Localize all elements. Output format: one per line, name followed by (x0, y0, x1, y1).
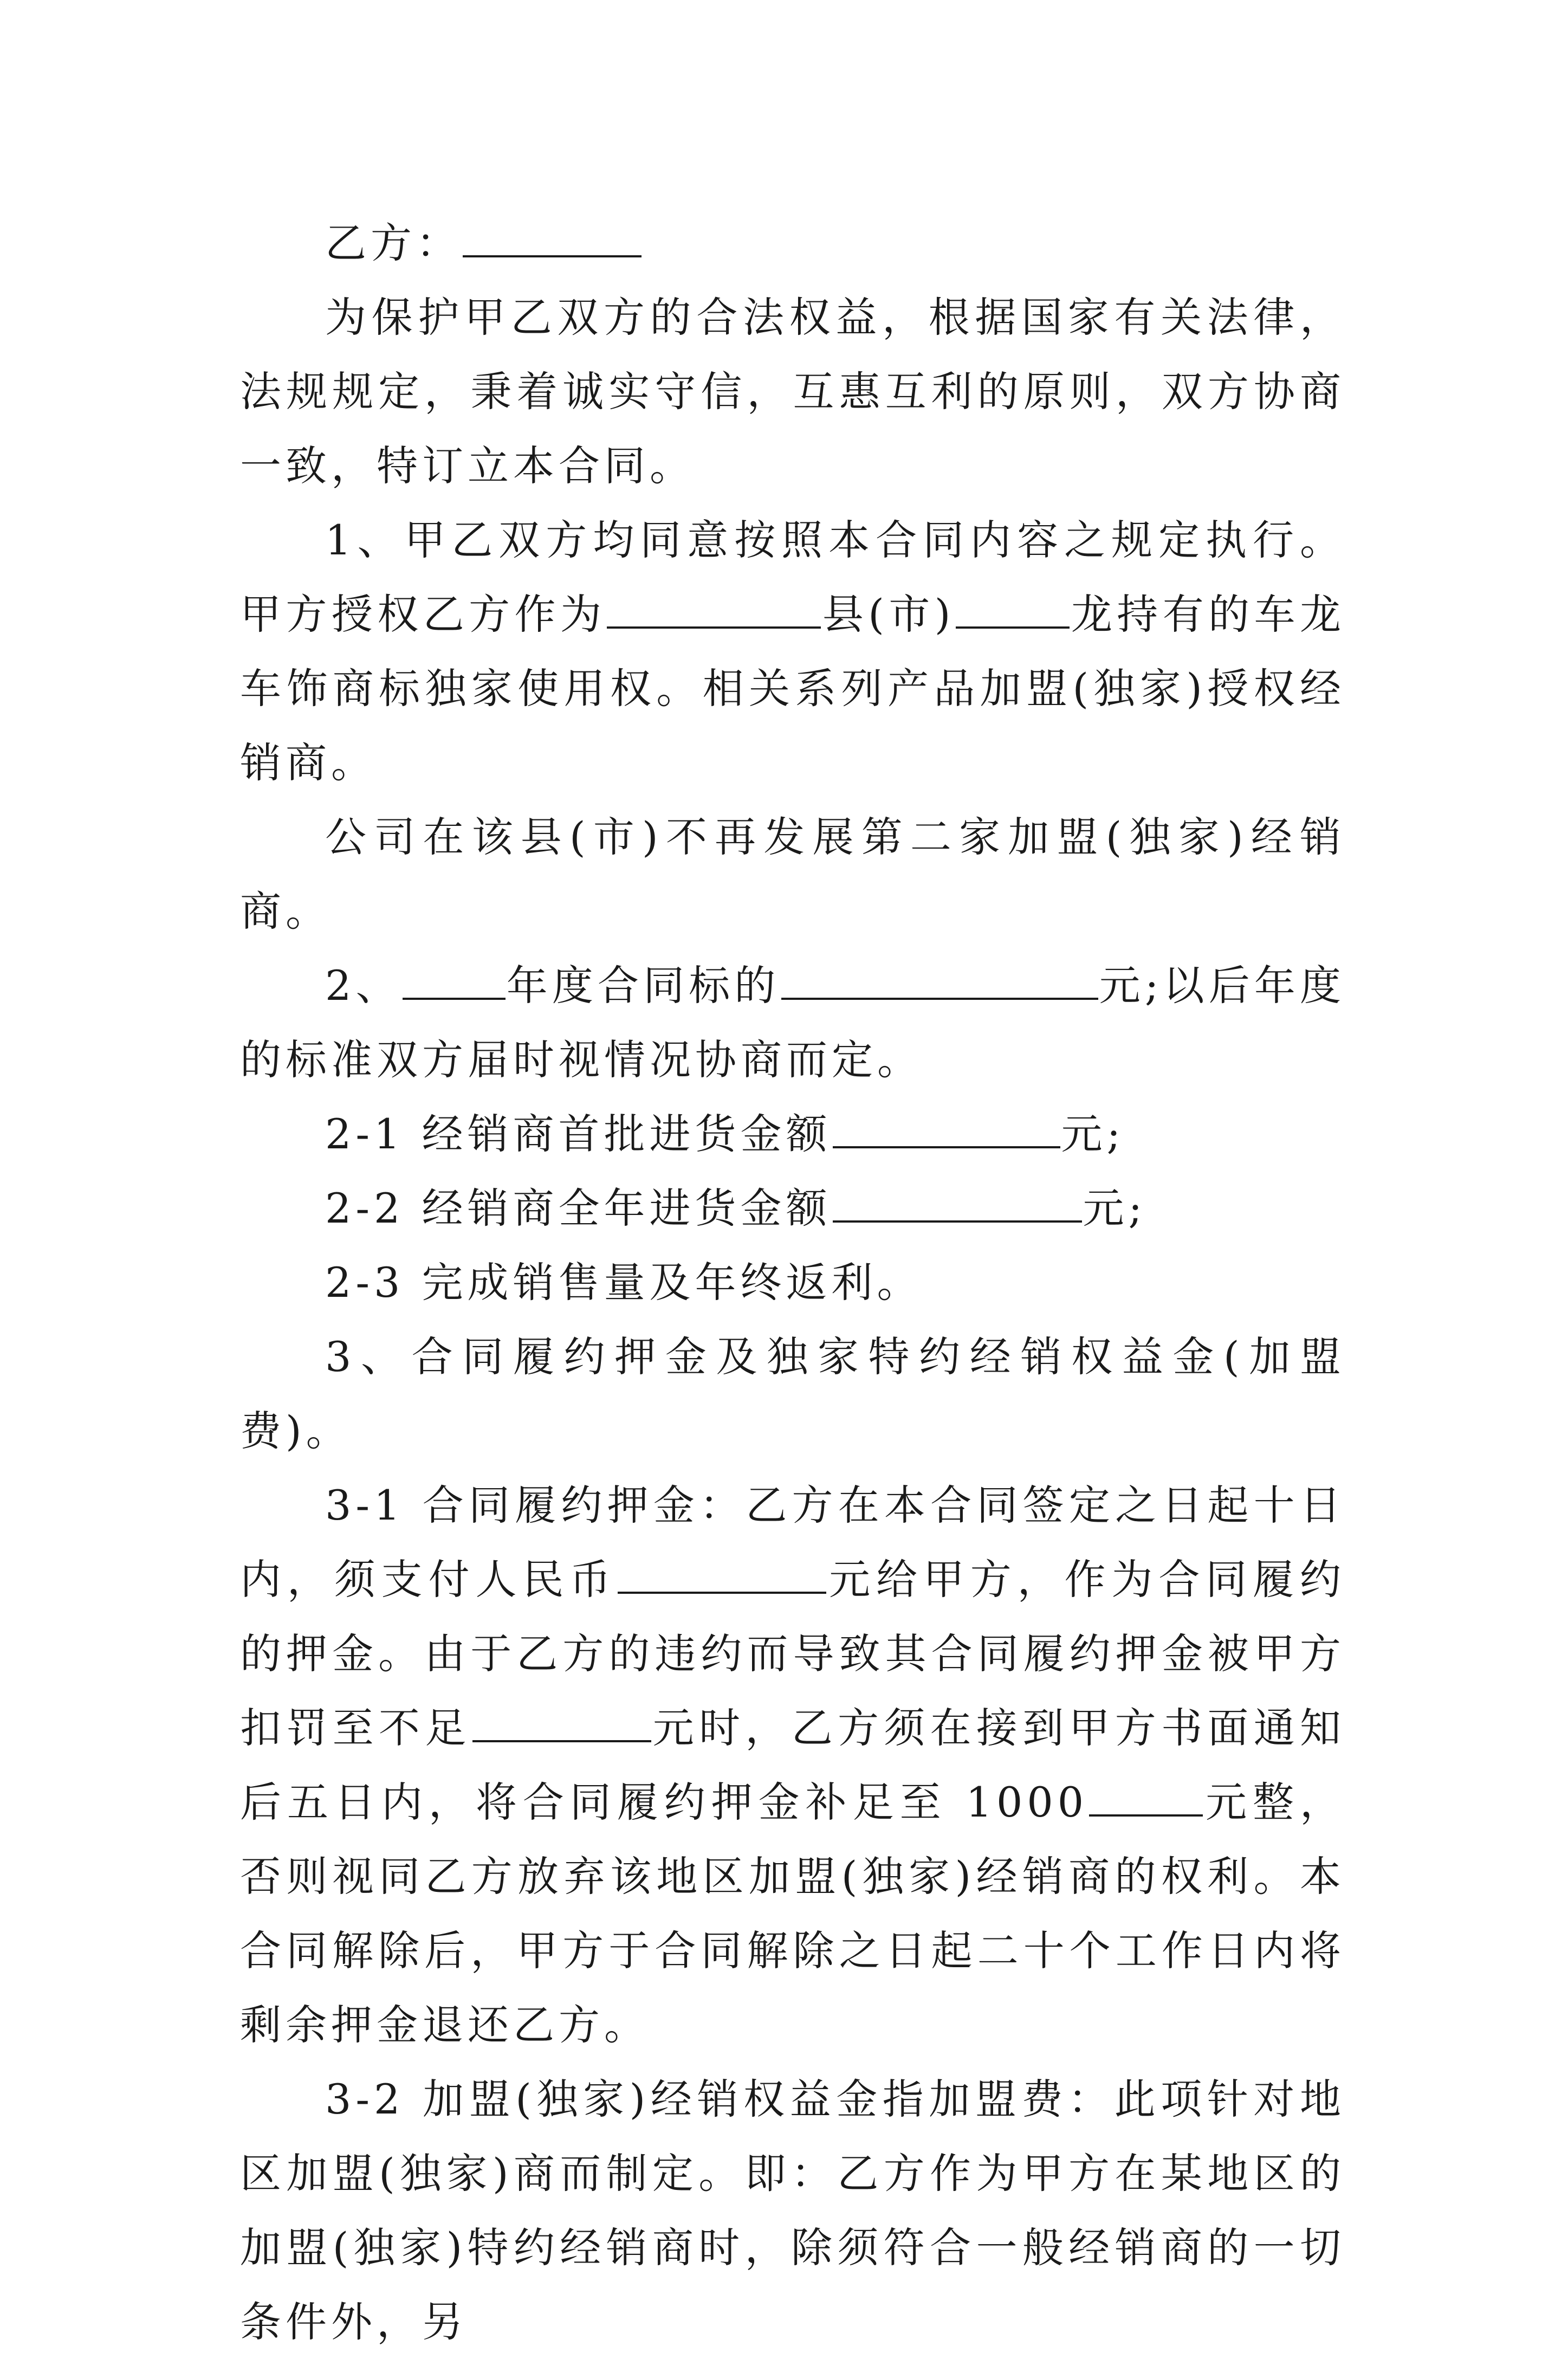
party-b-blank[interactable] (463, 219, 642, 257)
deposit-minimum-blank[interactable] (472, 1704, 651, 1742)
year-blank[interactable] (403, 962, 506, 1000)
clause-1-text-b: 县(市) (822, 590, 955, 638)
clause-2-2 (240, 1171, 1345, 1245)
clause-2-text-a: 2、 (325, 961, 401, 1010)
clause-2-1-text: 2-1 经销商首批进货金额 (325, 1110, 832, 1158)
preamble-paragraph: 为保护甲乙双方的合法权益，根据国家有关法律，法规规定，秉着诚实守信，互惠互利的原则，双方协商一致，特订立本合同。 (240, 293, 1345, 490)
target-amount-blank[interactable] (781, 962, 1098, 1000)
clause-2 (240, 948, 1345, 1097)
deposit-amount-blank[interactable] (618, 1556, 826, 1594)
clause-2-2-text: 2-2 经销商全年进货金额 (325, 1184, 832, 1232)
party-b-label: 乙方： (325, 219, 462, 267)
clause-2-2-unit: 元; (1083, 1184, 1147, 1232)
clause-3-1-text-d: 元整，否则视同乙方放弃该地区加盟(独家)经销商的权利。本合同解除后，甲方于合同解除之日起二十个工作日内将剩余押金退还乙方。 (240, 1778, 1346, 2049)
clause-3-1 (240, 1468, 1345, 2062)
clause-2-text-c: 元;以后年度的标准双方届时视情况协商而定。 (240, 961, 1345, 1084)
clause-3-1-text-c: 元时，乙方须在接到甲方书面通知后五日内，将合同履约押金补足至 1000 (240, 1704, 1345, 1826)
deposit-topup-blank[interactable] (1089, 1779, 1203, 1817)
clause-3: 3、合同履约押金及独家特约经销权益金(加盟费)。 (240, 1333, 1345, 1455)
county-blank[interactable] (607, 591, 821, 629)
clause-1-note: 公司在该县(市)不再发展第二家加盟(独家)经销商。 (240, 813, 1345, 935)
clause-1 (240, 503, 1345, 800)
contract-body (240, 206, 1345, 2359)
party-b-line (240, 206, 1345, 280)
clause-1-text-c: 龙持有的车龙车饰商标独家使用权。相关系列产品加盟(独家)授权经销商。 (240, 590, 1345, 787)
annual-order-blank[interactable] (833, 1185, 1082, 1223)
clause-3-1-text-b: 元给甲方，作为合同履约的押金。由于乙方的违约而导致其合同履约押金被甲方扣罚至不足 (240, 1555, 1346, 1752)
clause-1-text-a: 1、甲乙双方均同意按照本合同内容之规定执行。甲方授权乙方作为 (240, 516, 1345, 638)
clause-3-1-text-a: 3-1 合同履约押金：乙方在本合同签定之日起十日内，须支付人民币 (240, 1481, 1345, 1604)
clause-2-1-unit: 元; (1061, 1110, 1125, 1158)
clause-2-text-b: 年度合同标的 (506, 961, 780, 1010)
brand-blank[interactable] (956, 591, 1070, 629)
clause-2-3: 2-3 完成销售量及年终返利。 (325, 1258, 923, 1307)
clause-2-1 (240, 1097, 1345, 1171)
clause-3-2: 3-2 加盟(独家)经销权益金指加盟费：此项针对地区加盟(独家)商而制定。即：乙方作为甲方在某地区的加盟(独家)特约经销商时，除须符合一般经销商的一切条件外，另 (240, 2075, 1345, 2346)
first-order-blank[interactable] (833, 1110, 1060, 1148)
